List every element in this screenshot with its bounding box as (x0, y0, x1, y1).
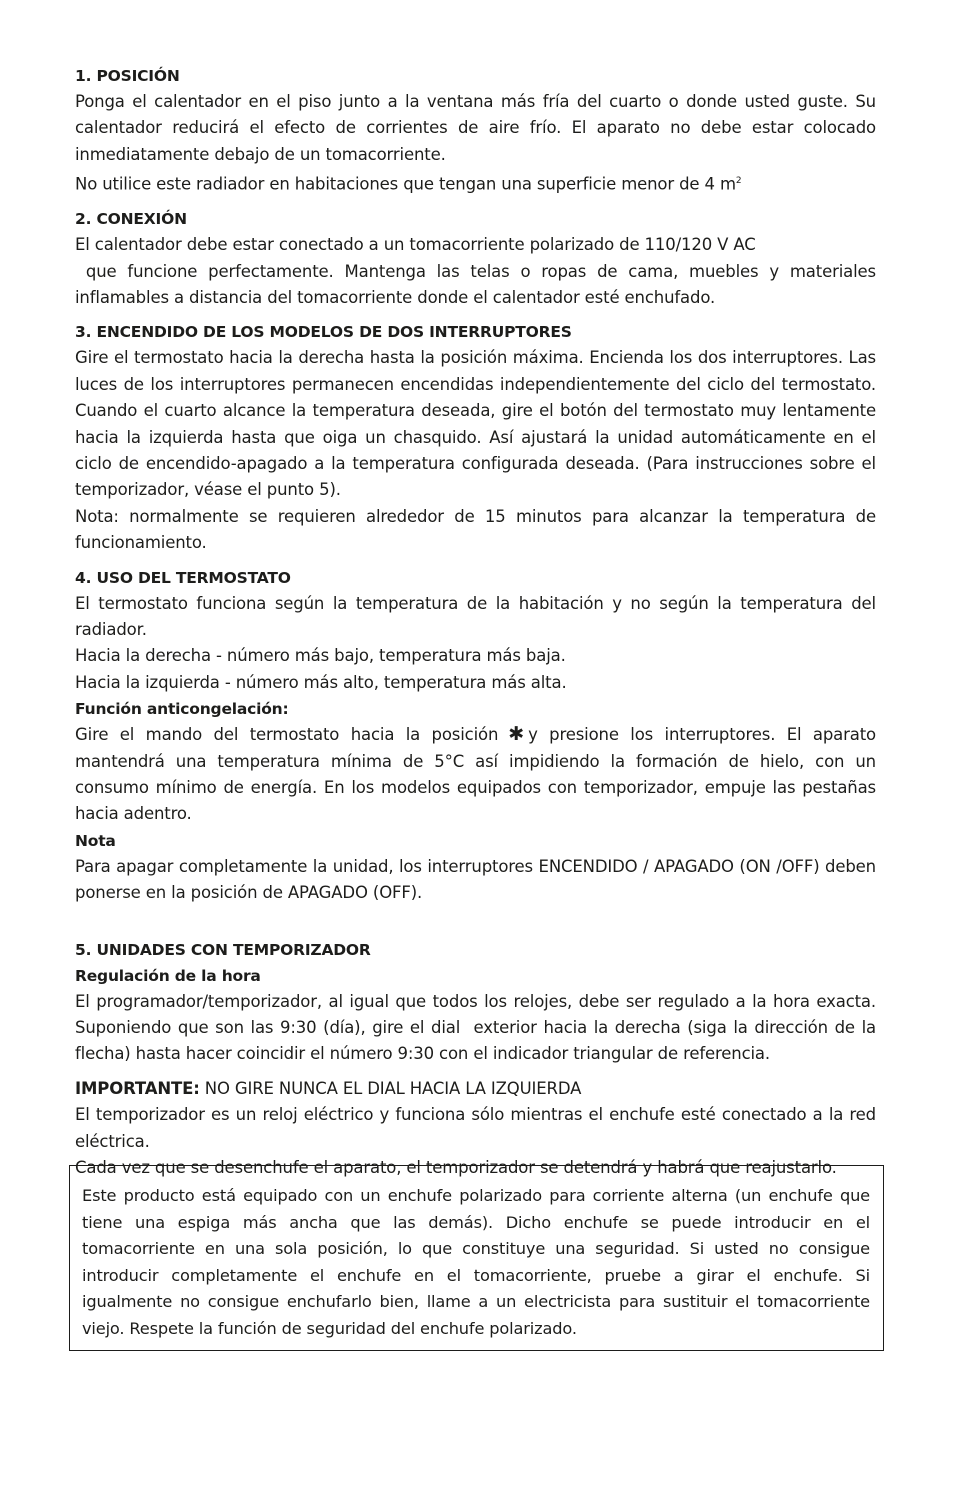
section-4-paragraph-4 (75, 722, 876, 828)
time-setting-subtitle: Regulación de la hora (75, 966, 261, 985)
antifreeze-text-b: y presione los interruptores. El aparato mantendrá una temperatura mínima de 5°C así impidiendo la formación de hielo, con un consumo mínimo de energía. En los modelos equipados con temporizador, empuje las pestañas hacia adentro. (75, 725, 876, 824)
section-1-title: 1. POSICIÓN (75, 67, 180, 85)
section-5-paragraph-1: El programador/temporizador, al igual que todos los relojes, debe ser regulado a la hora exacta. Suponiendo que son las 9:30 (día), gire el dial exterior hacia la derecha (siga la dirección de la flecha) hasta hacer coincidir el número 9:30 con el indicador triangular de referencia. (75, 991, 882, 1064)
section-4-paragraph-5: Para apagar completamente la unidad, los interruptores ENCENDIDO / APAGADO (ON /OFF) deben ponerse en la posición de APAGADO (OFF). (75, 856, 876, 903)
section-1-paragraph-2-text: No utilice este radiador en habitaciones que tengan una superficie menor de 4 m (75, 174, 736, 194)
antifreeze-subtitle: Función anticongelación: (75, 700, 289, 719)
section-1-paragraph-2 (75, 168, 876, 198)
section-5-paragraph-3: Cada vez que se desenchufe el aparato, el temporizador se detendrá y habrá que reajustarlo. (75, 1158, 837, 1178)
section-2-paragraph-1: El calentador debe estar conectado a un tomacorriente polarizado de 110/120 V AC (75, 235, 756, 255)
section-3-title: 3. ENCENDIDO DE LOS MODELOS DE DOS INTERRUPTORES (75, 323, 572, 342)
section-5-title: 5. UNIDADES CON TEMPORIZADOR (75, 940, 371, 959)
important-label: IMPORTANTE: (75, 1078, 200, 1098)
section-2-title: 2. CONEXIÓN (75, 210, 187, 229)
section-2-paragraph-2: que funcione perfectamente. Mantenga las telas o ropas de cama, muebles y materiales inflamables a distancia del tomacorriente donde el calentador esté enchufado. (75, 261, 882, 307)
section-4-paragraph-1: El termostato funciona según la temperatura de la habitación y no según la temperatura del radiador. (75, 593, 876, 639)
polarized-plug-notice (69, 1165, 884, 1351)
notice-text: Este producto está equipado con un enchufe polarizado para corriente alterna (un enchufe que tiene una espiga más ancha que las demás). Dicho enchufe se puede introducir en el tomacorriente en una sola posición, lo que constituye una seguridad. Si usted no consigue introducir completamente el enchufe en el tomacorriente, pruebe a girar el enchufe. Si igualmente no consigue enchufarlo bien, llame a un electricista para sustituir el tomacorriente viejo. Respete la función de seguridad del enchufe polarizado. (82, 1186, 870, 1338)
snowflake-icon: ✱ (508, 723, 525, 746)
section-3-paragraph-2: Nota: normalmente se requieren alrededor de 15 minutos para alcanzar la temperatura de funcionamiento. (75, 506, 876, 553)
important-line (75, 1076, 876, 1102)
section-5-paragraph-2: El temporizador es un reloj eléctrico y funciona sólo mientras el enchufe esté conectado a la red eléctrica. (75, 1105, 876, 1151)
antifreeze-text-a: Gire el mando del termostato hacia la posición (75, 725, 499, 745)
section-4-paragraph-2: Hacia la derecha - número más bajo, temperatura más baja. (75, 646, 566, 666)
section-4-paragraph-3: Hacia la izquierda - número más alto, temperatura más alta. (75, 672, 567, 692)
important-text: NO GIRE NUNCA EL DIAL HACIA LA IZQUIERDA (199, 1078, 582, 1098)
section-3-paragraph-1: Gire el termostato hacia la derecha hasta la posición máxima. Encienda los dos interruptores. Las luces de los interruptores permanecen encendidas independientemente del ciclo del termostato. Cuando el cuarto alcance la temperatura deseada, gire el botón del termostato muy lentamente hacia la izquierda hasta que oiga un chasquido. Así ajustará la unidad automáticamente en el ciclo de encendido-apagado a la temperatura configurada deseada. (Para instrucciones sobre el temporizador, véase el punto 5). (75, 348, 876, 500)
superscript-2: 2 (735, 176, 742, 187)
section-4-title: 4. USO DEL TERMOSTATO (75, 568, 291, 587)
document-body (75, 63, 882, 1182)
note-subtitle: Nota (75, 831, 116, 850)
section-1-paragraph-1: Ponga el calentador en el piso junto a la ventana más fría del cuarto o donde usted guste. Su calentador reducirá el efecto de corrientes de aire frío. El aparato no debe estar colocado inmediatamente debajo de un tomacorriente. (75, 92, 876, 164)
